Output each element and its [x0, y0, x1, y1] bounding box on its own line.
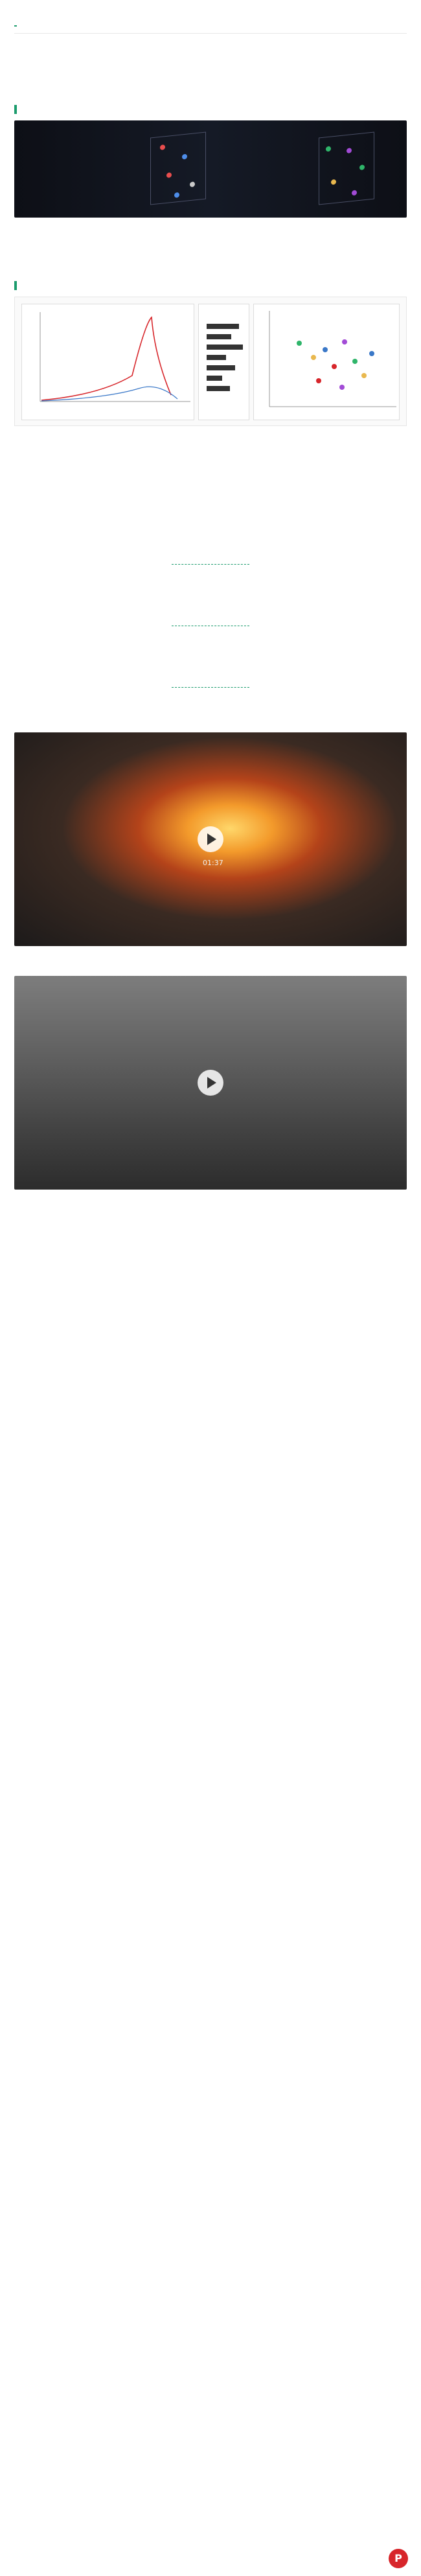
play-icon[interactable] — [198, 1070, 223, 1096]
video-2-caption — [14, 1195, 407, 1205]
fire-test-video[interactable] — [14, 732, 407, 946]
battery-structure-image — [14, 120, 407, 218]
body-paragraph-3 — [14, 439, 407, 452]
section-heading-3-text — [172, 671, 249, 688]
intro-paragraph-1 — [14, 51, 407, 63]
section-1-paragraph — [14, 582, 407, 595]
figure-title-bar — [14, 105, 17, 114]
closing-paragraph-1 — [14, 1219, 407, 1232]
section-heading-1 — [14, 548, 407, 571]
chart-panel-a — [21, 304, 194, 420]
section-heading-2-text — [172, 609, 249, 626]
section-tag — [14, 21, 17, 27]
figure-title-bar — [14, 281, 17, 290]
brand-logo-icon: P — [389, 2549, 408, 2568]
section-heading-2 — [14, 609, 407, 632]
closing-paragraph-2 — [14, 1247, 407, 1260]
body-paragraph-4 — [14, 466, 407, 479]
body-paragraph-6 — [14, 521, 407, 534]
bar-chart-svg — [199, 304, 251, 421]
suppression-test-video[interactable] — [14, 976, 407, 1190]
play-icon[interactable] — [198, 826, 223, 852]
body-paragraph-5 — [14, 493, 407, 506]
brand-watermark — [389, 2549, 408, 2568]
scatter-chart-svg — [254, 304, 402, 421]
video-timecode: 01:37 — [203, 859, 223, 868]
intro-paragraph-2 — [14, 78, 407, 91]
energy-density-figure — [14, 297, 407, 426]
section-heading-3 — [14, 671, 407, 694]
closing-paragraph-4 — [14, 1301, 407, 1314]
closing-paragraph-3 — [14, 1274, 407, 1287]
figure-2-title — [14, 281, 407, 290]
section-heading-1-text — [172, 548, 249, 565]
header-tag-row — [14, 14, 407, 34]
video-1-caption — [14, 951, 407, 962]
figure-1-title — [14, 105, 407, 114]
body-paragraph-2 — [14, 254, 407, 267]
curve-chart-svg — [22, 304, 197, 421]
section-3-paragraph — [14, 705, 407, 718]
chart-panel-c — [253, 304, 400, 420]
body-paragraph-1 — [14, 227, 407, 240]
chart-panel-b — [198, 304, 249, 420]
lfp-crystal-structure — [319, 131, 374, 205]
ncm-crystal-structure — [150, 131, 206, 205]
section-2-paragraph — [14, 644, 407, 657]
